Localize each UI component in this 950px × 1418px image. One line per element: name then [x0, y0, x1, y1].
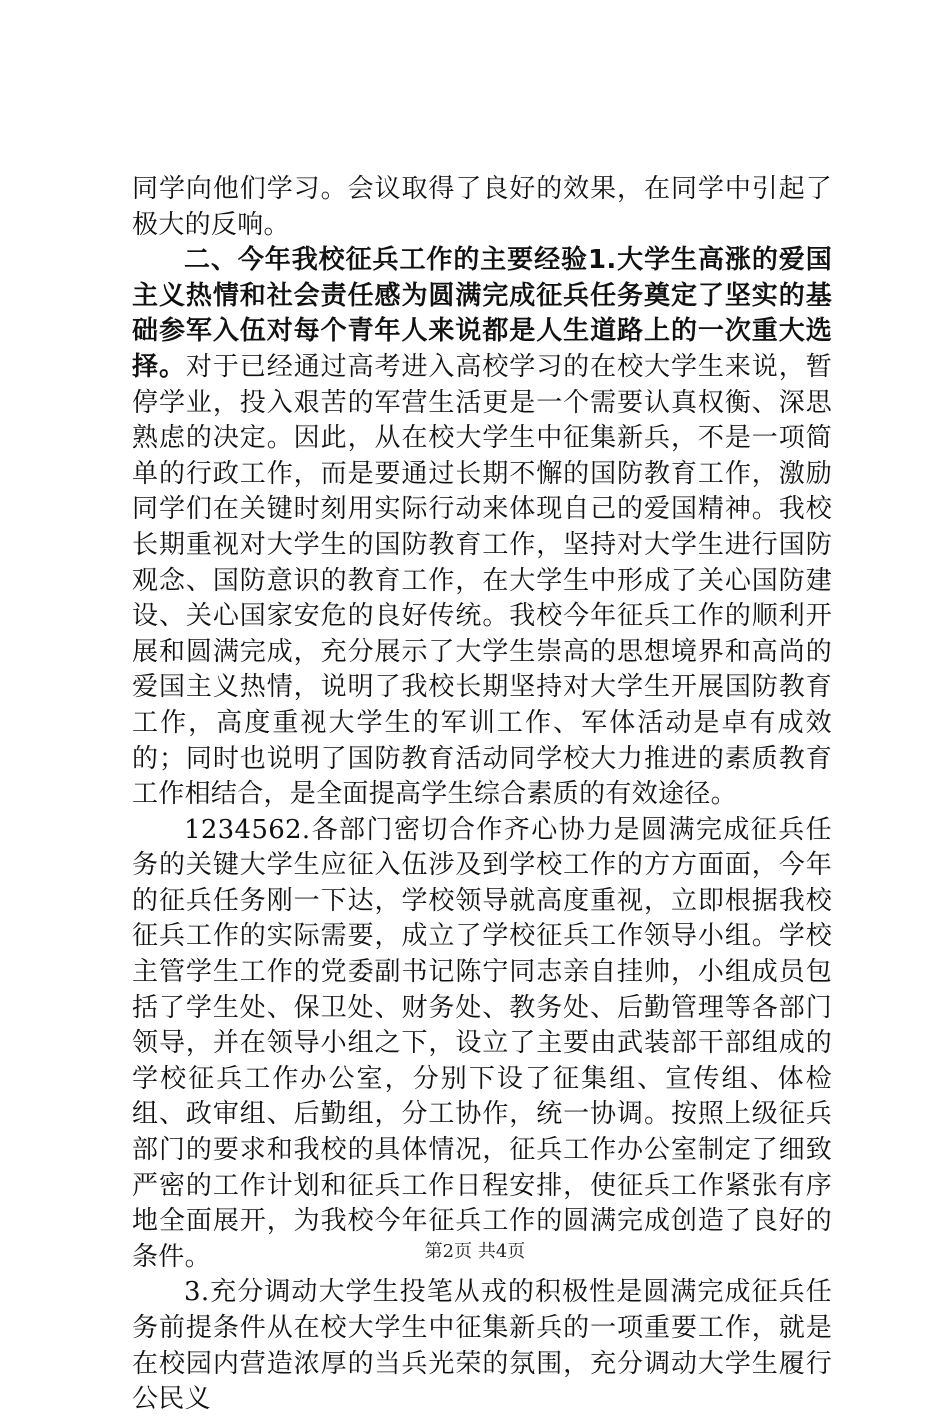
document-body	[132, 172, 832, 1418]
paragraph-text: 对于已经通过高考进入高校学习的在校大学生来说，暂停学业，投入艰苦的军营生活更是一个需要认真权衡、深思熟虑的决定。因此，从在校大学生中征集新兵，不是一项简单的行政工作，而是要通过长期不懈的国防教育工作，激励同学们在关键时刻用实际行动来体现自己的爱国精神。我校长期重视对大学生的国防教育工作，坚持对大学生进行国防观念、国防意识的教育工作，在大学生中形成了关心国防建设、关心国家安危的良好传统。我校今年征兵工作的顺利开展和圆满完成，充分展示了大学生崇高的思想境界和高尚的爱国主义热情，说明了我校长期坚持对大学生开展国防教育工作，高度重视大学生的军训工作、军体活动是卓有成效的；同时也说明了国防教育活动同学校大力推进的素质教育工作相结合，是全面提高学生综合素质的有效途径。	[132, 351, 832, 810]
section-heading: 二、今年我校征兵工作的主要经验1.大学生高涨的爱国主义热情和社会责任感为圆满完成征兵任务奠定了坚实的基础参军入伍对每个青年人来说都是人生道路上的一次重大选择。	[132, 245, 832, 382]
paragraph-text: 同学向他们学习。会议取得了良好的效果，在同学中引起了极大的反响。	[132, 174, 832, 240]
paragraph-point-2	[132, 813, 832, 1276]
paragraph-text: 1234562.各部门密切合作齐心协力是圆满完成征兵任务的关键大学生应征入伍涉及到学校工作的方方面面，今年的征兵任务刚一下达，学校领导就高度重视，立即根据我校征兵工作的实际需要，成立了学校征兵工作领导小组。学校主管学生工作的党委副书记陈宁同志亲自挂帅，小组成员包括了学生处、保卫处、财务处、教务处、后勤管理等各部门领导，并在领导小组之下，设立了主要由武装部干部组成的学校征兵工作办公室，分别下设了征集组、宣传组、体检组、政审组、后勤组，分工协作，统一协调。按照上级征兵部门的要求和我校的具体情况，征兵工作办公室制定了细致严密的工作计划和征兵工作日程安排，使征兵工作紧张有序地全面展开，为我校今年征兵工作的圆满完成创造了良好的条件。	[132, 814, 832, 1272]
paragraph-continuation	[132, 172, 832, 243]
paragraph-text: 3.充分调动大学生投笔从戎的积极性是圆满完成征兵任务前提条件从在校大学生中征集新兵的一项重要工作，就是在校园内营造浓厚的当兵光荣的氛围，充分调动大学生履行公民义	[132, 1277, 832, 1415]
page-number-label: 第2页 共4页	[424, 1241, 526, 1262]
page-footer	[0, 1240, 950, 1264]
paragraph-point-3	[132, 1275, 832, 1417]
paragraph-section-2	[132, 243, 832, 813]
